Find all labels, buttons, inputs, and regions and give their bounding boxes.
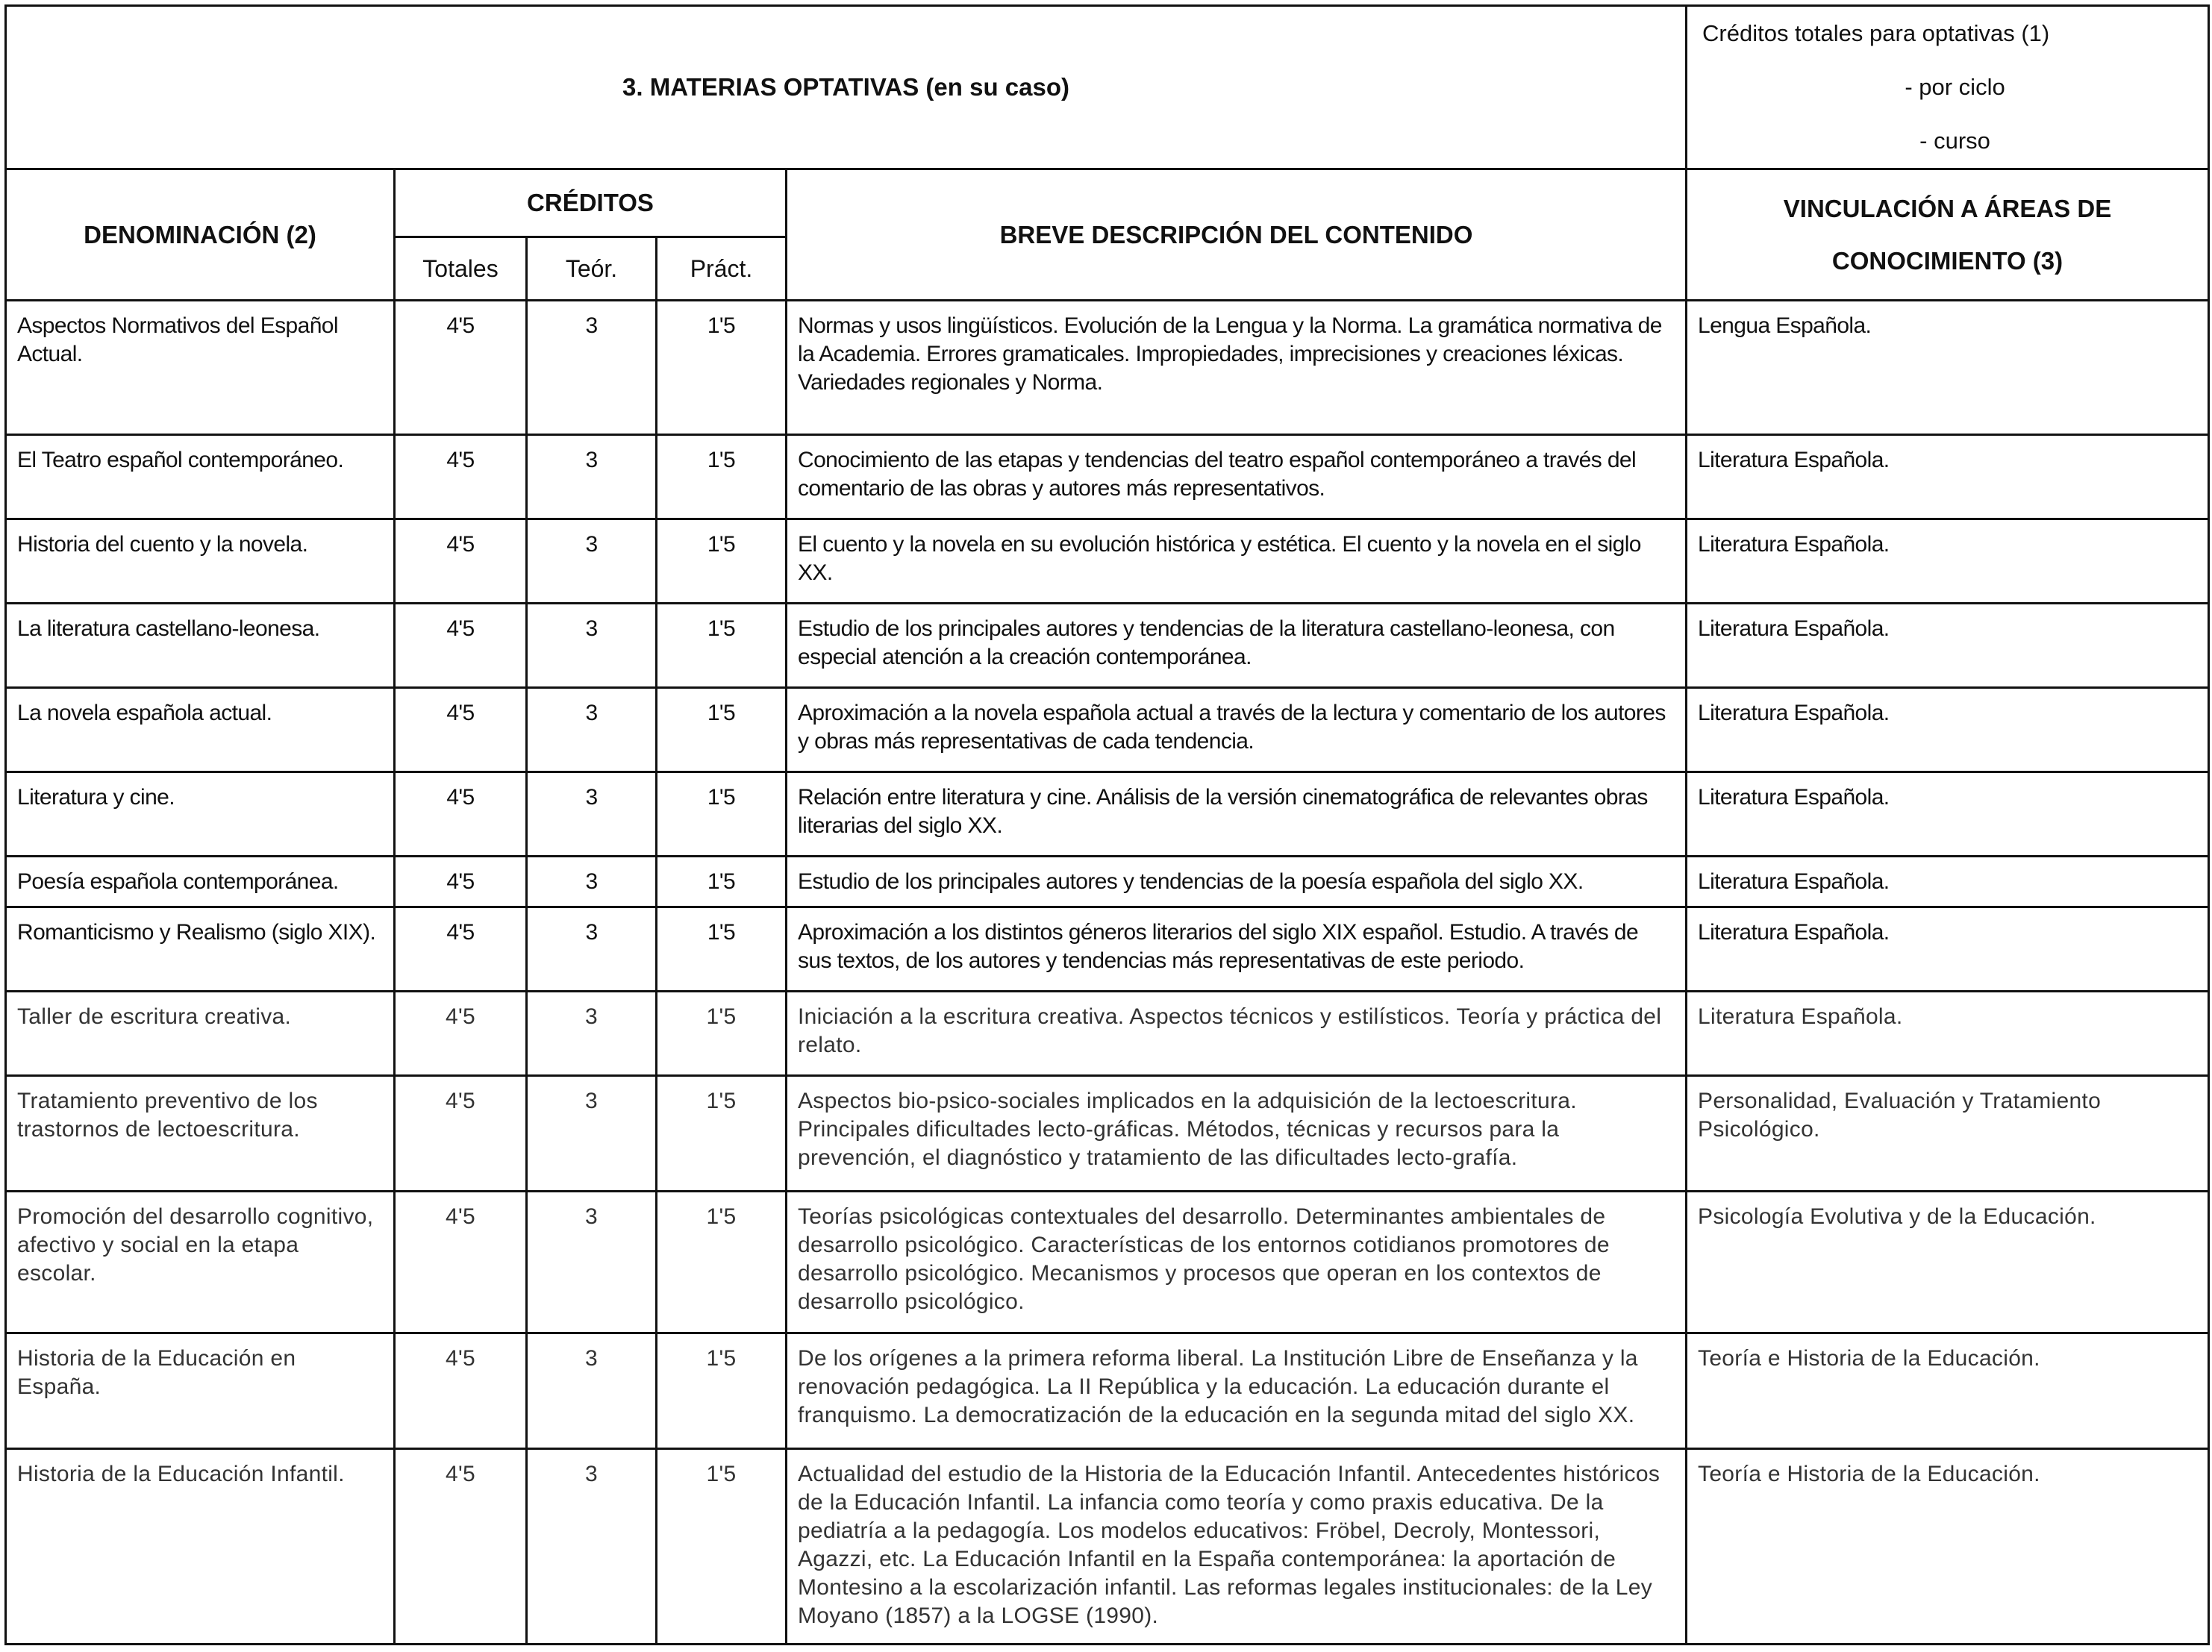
creditos-teor: 3 — [527, 1333, 657, 1449]
creditos-teor: 3 — [527, 907, 657, 992]
col-descripcion: BREVE DESCRIPCIÓN DEL CONTENIDO — [787, 169, 1687, 301]
materia-name: Taller de escritura creativa. — [6, 992, 395, 1076]
credits-totals-box — [1687, 6, 2209, 169]
creditos-totales: 4'5 — [395, 1333, 527, 1449]
materia-descripcion: De los orígenes a la primera reforma liberal. La Institución Libre de Enseñanza y la renovación pedagógica. La II República y la educación. La educación durante el franquismo. La democratización de la educación en la segunda mitad del siglo XX. — [787, 1333, 1687, 1449]
materia-name: Poesía española contemporánea. — [6, 857, 395, 907]
area-conocimiento: Literatura Española. — [1687, 992, 2209, 1076]
creditos-pract: 1'5 — [657, 688, 787, 772]
table-row — [6, 992, 2209, 1076]
creditos-teor: 3 — [527, 519, 657, 604]
area-conocimiento: Literatura Española. — [1687, 435, 2209, 519]
materia-name: Aspectos Normativos del Español Actual. — [6, 301, 395, 435]
creditos-teor: 3 — [527, 435, 657, 519]
creditos-totales: 4'5 — [395, 604, 527, 688]
table-row — [6, 604, 2209, 688]
materia-name: El Teatro español contemporáneo. — [6, 435, 395, 519]
document-page — [4, 4, 2208, 1645]
col-teor: Teór. — [527, 237, 657, 301]
creditos-teor: 3 — [527, 1076, 657, 1192]
creditos-teor: 3 — [527, 992, 657, 1076]
area-conocimiento: Literatura Española. — [1687, 907, 2209, 992]
area-conocimiento: Literatura Española. — [1687, 688, 2209, 772]
creditos-pract: 1'5 — [657, 604, 787, 688]
creditos-pract: 1'5 — [657, 435, 787, 519]
materia-name: Historia del cuento y la novela. — [6, 519, 395, 604]
area-conocimiento: Literatura Española. — [1687, 857, 2209, 907]
col-vinculacion-line2: CONOCIMIENTO (3) — [1831, 246, 2063, 275]
creditos-totales: 4'5 — [395, 857, 527, 907]
column-header-row — [6, 169, 2209, 237]
col-totales: Totales — [395, 237, 527, 301]
materia-name: Tratamiento preventivo de los trastornos de lectoescritura. — [6, 1076, 395, 1192]
col-denominacion: DENOMINACIÓN (2) — [6, 169, 395, 301]
materia-name: Literatura y cine. — [6, 772, 395, 857]
creditos-totales: 4'5 — [395, 992, 527, 1076]
area-conocimiento: Literatura Española. — [1687, 519, 2209, 604]
area-conocimiento: Psicología Evolutiva y de la Educación. — [1687, 1192, 2209, 1333]
title-row — [6, 6, 2209, 169]
area-conocimiento: Literatura Española. — [1687, 772, 2209, 857]
creditos-totales: 4'5 — [395, 772, 527, 857]
creditos-teor: 3 — [527, 301, 657, 435]
creditos-totales: 4'5 — [395, 435, 527, 519]
materia-name: Historia de la Educación Infantil. — [6, 1449, 395, 1645]
area-conocimiento: Personalidad, Evaluación y Tratamiento Psicológico. — [1687, 1076, 2209, 1192]
materia-descripcion: Relación entre literatura y cine. Análisis de la versión cinematográfica de relevantes obras literarias del siglo XX. — [787, 772, 1687, 857]
col-vinculacion-line1: VINCULACIÓN A ÁREAS DE — [1783, 194, 2112, 222]
table-row — [6, 688, 2209, 772]
creditos-totales: 4'5 — [395, 301, 527, 435]
materia-name: La literatura castellano-leonesa. — [6, 604, 395, 688]
col-pract: Práct. — [657, 237, 787, 301]
table-row — [6, 772, 2209, 857]
page-title: 3. MATERIAS OPTATIVAS (en su caso) — [6, 6, 1687, 169]
table-row — [6, 907, 2209, 992]
materia-descripcion: Actualidad del estudio de la Historia de la Educación Infantil. Antecedentes históricos de la Educación Infantil. La infancia como teoría y como praxis educativa. De la pediatría a la pedagogía. Los modelos educativos: Fröbel, Decroly, Montessori, Agazzi, etc. La Educación Infantil en la España contemporánea: la aportación de Montesino a la escolarización infantil. Las reformas legales institucionales: de la Ley Moyano (1857) a la LOGSE (1990). — [787, 1449, 1687, 1645]
materia-name: Romanticismo y Realismo (siglo XIX). — [6, 907, 395, 992]
creditos-totales: 4'5 — [395, 1076, 527, 1192]
materia-descripcion: Conocimiento de las etapas y tendencias del teatro español contemporáneo a través del comentario de las obras y autores más representativos. — [787, 435, 1687, 519]
creditos-pract: 1'5 — [657, 992, 787, 1076]
creditos-pract: 1'5 — [657, 1449, 787, 1645]
col-vinculacion — [1687, 169, 2209, 301]
materia-descripcion: Aproximación a la novela española actual a través de la lectura y comentario de los autores y obras más representativas de cada tendencia. — [787, 688, 1687, 772]
creditos-teor: 3 — [527, 772, 657, 857]
creditos-totales: 4'5 — [395, 1449, 527, 1645]
materia-descripcion: Teorías psicológicas contextuales del desarrollo. Determinantes ambientales de desarrollo psicológico. Características de los entornos cotidianos promotores de desarrollo psicológico. Mecanismos y procesos que operan en los contextos de desarrollo psicológico. — [787, 1192, 1687, 1333]
creditos-totales: 4'5 — [395, 688, 527, 772]
materia-descripcion: Normas y usos lingüísticos. Evolución de la Lengua y la Norma. La gramática normativa de la Academia. Errores gramaticales. Impropiedades, imprecisiones y creaciones léxicas. Variedades regionales y Norma. — [787, 301, 1687, 435]
creditos-pract: 1'5 — [657, 1333, 787, 1449]
table-row — [6, 1192, 2209, 1333]
creditos-pract: 1'5 — [657, 519, 787, 604]
materia-descripcion: Estudio de los principales autores y tendencias de la literatura castellano-leonesa, con especial atención a la creación contemporánea. — [787, 604, 1687, 688]
creditos-totales: 4'5 — [395, 519, 527, 604]
materia-name: La novela española actual. — [6, 688, 395, 772]
creditos-teor: 3 — [527, 1192, 657, 1333]
credits-por-ciclo: - por ciclo — [1905, 74, 2005, 100]
materia-name: Promoción del desarrollo cognitivo, afectivo y social en la etapa escolar. — [6, 1192, 395, 1333]
credits-totals-label: Créditos totales para optativas (1) — [1702, 20, 2050, 46]
creditos-pract: 1'5 — [657, 772, 787, 857]
creditos-pract: 1'5 — [657, 1076, 787, 1192]
creditos-teor: 3 — [527, 688, 657, 772]
creditos-teor: 3 — [527, 857, 657, 907]
table-row — [6, 1449, 2209, 1645]
table-row — [6, 857, 2209, 907]
table-row — [6, 1333, 2209, 1449]
table-body — [6, 301, 2209, 1645]
optativas-table — [4, 4, 2210, 1645]
area-conocimiento: Literatura Española. — [1687, 604, 2209, 688]
table-row — [6, 519, 2209, 604]
creditos-totales: 4'5 — [395, 907, 527, 992]
materia-descripcion: Estudio de los principales autores y tendencias de la poesía española del siglo XX. — [787, 857, 1687, 907]
creditos-teor: 3 — [527, 1449, 657, 1645]
materia-descripcion: Iniciación a la escritura creativa. Aspectos técnicos y estilísticos. Teoría y práctica del relato. — [787, 992, 1687, 1076]
col-creditos: CRÉDITOS — [395, 169, 787, 237]
area-conocimiento: Teoría e Historia de la Educación. — [1687, 1333, 2209, 1449]
creditos-pract: 1'5 — [657, 857, 787, 907]
materia-descripcion: El cuento y la novela en su evolución histórica y estética. El cuento y la novela en el siglo XX. — [787, 519, 1687, 604]
creditos-pract: 1'5 — [657, 1192, 787, 1333]
materia-descripcion: Aproximación a los distintos géneros literarios del siglo XIX español. Estudio. A través de sus textos, de los autores y tendencias más representativas de este periodo. — [787, 907, 1687, 992]
area-conocimiento: Lengua Española. — [1687, 301, 2209, 435]
creditos-pract: 1'5 — [657, 907, 787, 992]
creditos-teor: 3 — [527, 604, 657, 688]
creditos-totales: 4'5 — [395, 1192, 527, 1333]
area-conocimiento: Teoría e Historia de la Educación. — [1687, 1449, 2209, 1645]
table-row — [6, 435, 2209, 519]
table-row — [6, 1076, 2209, 1192]
creditos-pract: 1'5 — [657, 301, 787, 435]
table-row — [6, 301, 2209, 435]
materia-name: Historia de la Educación en España. — [6, 1333, 395, 1449]
materia-descripcion: Aspectos bio-psico-sociales implicados en la adquisición de la lectoescritura. Principales dificultades lecto-gráficas. Métodos, técnicas y recursos para la prevención, el diagnóstico y tratamiento de las dificultades lecto-grafía. — [787, 1076, 1687, 1192]
credits-curso: - curso — [1919, 128, 1990, 154]
